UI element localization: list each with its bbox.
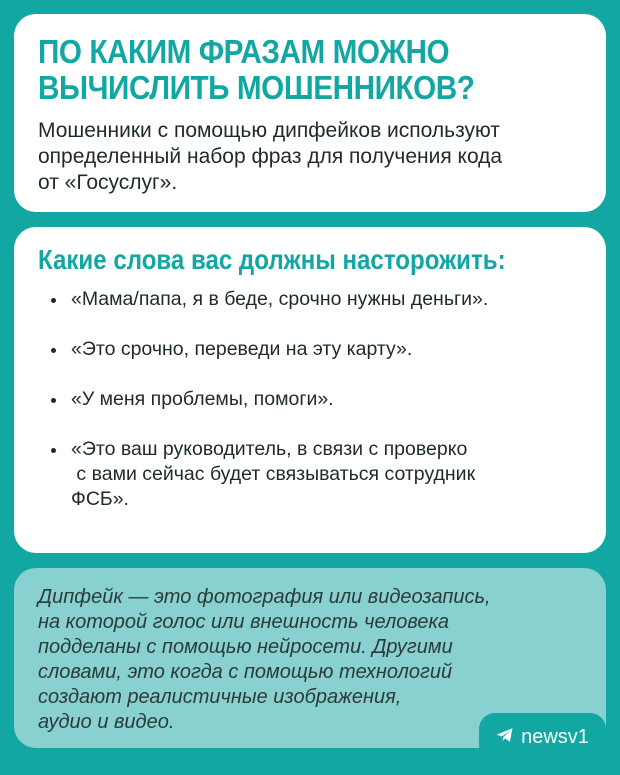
definition-line: аудио и видео. xyxy=(38,711,175,733)
bullet-icon xyxy=(51,298,56,303)
definition-line: на которой голос или внешность человека xyxy=(38,611,450,633)
definition-line: словами, это когда с помощью технологий xyxy=(38,661,453,683)
phrases-list xyxy=(38,287,582,512)
definition-line: создают реалистичные изображения, xyxy=(38,686,402,708)
definition-line: подделаны с помощью нейросети. Другими xyxy=(38,636,453,658)
title-line-1: ПО КАКИМ ФРАЗАМ МОЖНО xyxy=(38,33,450,70)
intro-line-1: Мошенники с помощью дипфейков используют xyxy=(38,119,500,142)
intro-card xyxy=(14,14,606,212)
list-item-line: с вами сейчас будет связываться сотрудник xyxy=(71,463,476,485)
intro-line-3: от «Госуслуг». xyxy=(38,171,178,194)
bullet-icon xyxy=(51,448,56,453)
list-item xyxy=(38,437,582,512)
telegram-plane-icon xyxy=(496,726,514,749)
list-item-line: «У меня проблемы, помоги». xyxy=(71,388,334,410)
bullet-icon xyxy=(51,398,56,403)
intro-text xyxy=(38,118,582,196)
list-item-line: «Мама/папа, я в беде, срочно нужны деньги». xyxy=(71,288,489,310)
list-item-line: ФСБ». xyxy=(71,488,129,510)
definition-line: Дипфейк — это фотография или видеозапись, xyxy=(38,586,491,608)
intro-line-2: определенный набор фраз для получения кода xyxy=(38,145,503,168)
phrases-card xyxy=(14,227,606,553)
list-item xyxy=(38,387,582,412)
phrases-heading: Какие слова вас должны насторожить: xyxy=(38,244,506,275)
list-item-line: «Это срочно, переведи на эту карту». xyxy=(71,338,413,360)
bullet-icon xyxy=(51,348,56,353)
page-title xyxy=(38,34,578,106)
channel-badge[interactable] xyxy=(479,713,606,761)
list-item-line: «Это ваш руководитель, в связи с проверко xyxy=(71,438,468,460)
list-item xyxy=(38,287,582,312)
list-item xyxy=(38,337,582,362)
title-line-2: ВЫЧИСЛИТЬ МОШЕННИКОВ? xyxy=(38,69,475,106)
channel-name: newsv1 xyxy=(521,725,589,748)
